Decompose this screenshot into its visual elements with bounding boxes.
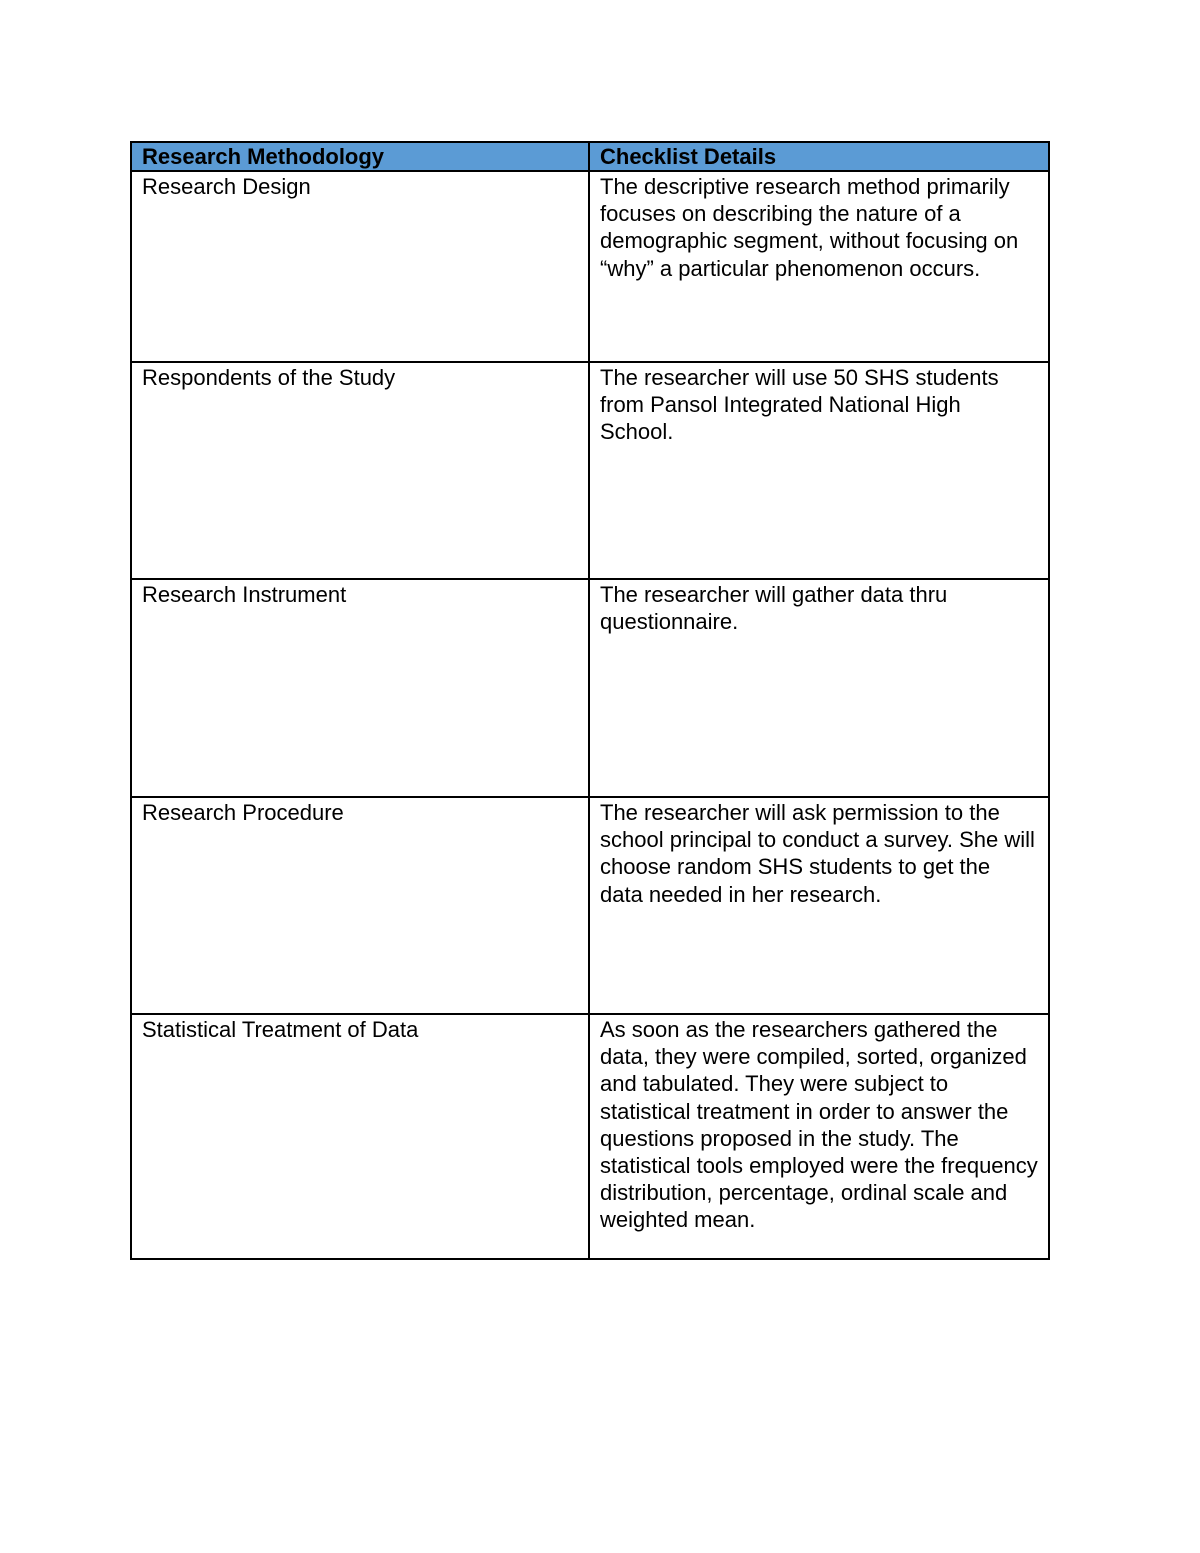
details-cell — [589, 1014, 1049, 1259]
method-label: Statistical Treatment of Data — [142, 1017, 419, 1042]
method-label: Research Procedure — [142, 800, 344, 825]
header-research-methodology: Research Methodology — [131, 142, 589, 171]
table-header-row — [131, 142, 1049, 171]
details-text: The researcher will gather data thru questionnaire. — [600, 582, 948, 635]
method-cell — [131, 171, 589, 362]
method-cell — [131, 579, 589, 797]
details-text: The researcher will use 50 SHS students from Pansol Integrated National High School. — [600, 365, 999, 445]
method-label: Respondents of the Study — [142, 365, 396, 390]
details-cell — [589, 362, 1049, 579]
header-checklist-details: Checklist Details — [589, 142, 1049, 171]
table-row — [131, 171, 1049, 362]
method-cell — [131, 1014, 589, 1259]
table-row — [131, 797, 1049, 1014]
table-row — [131, 362, 1049, 579]
table-row — [131, 579, 1049, 797]
methodology-checklist-table — [130, 141, 1050, 1260]
details-cell — [589, 171, 1049, 362]
details-cell — [589, 579, 1049, 797]
table-row — [131, 1014, 1049, 1259]
details-cell — [589, 797, 1049, 1014]
method-label: Research Instrument — [142, 582, 347, 607]
details-text: The descriptive research method primarily focuses on describing the nature of a demographic segment, without focusing on “why” a particular phenomenon occurs. — [600, 174, 1019, 281]
method-cell — [131, 797, 589, 1014]
details-text: As soon as the researchers gathered the data, they were compiled, sorted, organized and tabulated. They were subject to statistical treatment in order to answer the questions proposed in the study. The statistical tools employed were the frequency distribution, percentage, ordinal scale and weighted mean. — [600, 1017, 1038, 1233]
method-cell — [131, 362, 589, 579]
method-label: Research Design — [142, 174, 311, 199]
details-text: The researcher will ask permission to the school principal to conduct a survey. She will choose random SHS students to get the data needed in her research. — [600, 800, 1035, 907]
